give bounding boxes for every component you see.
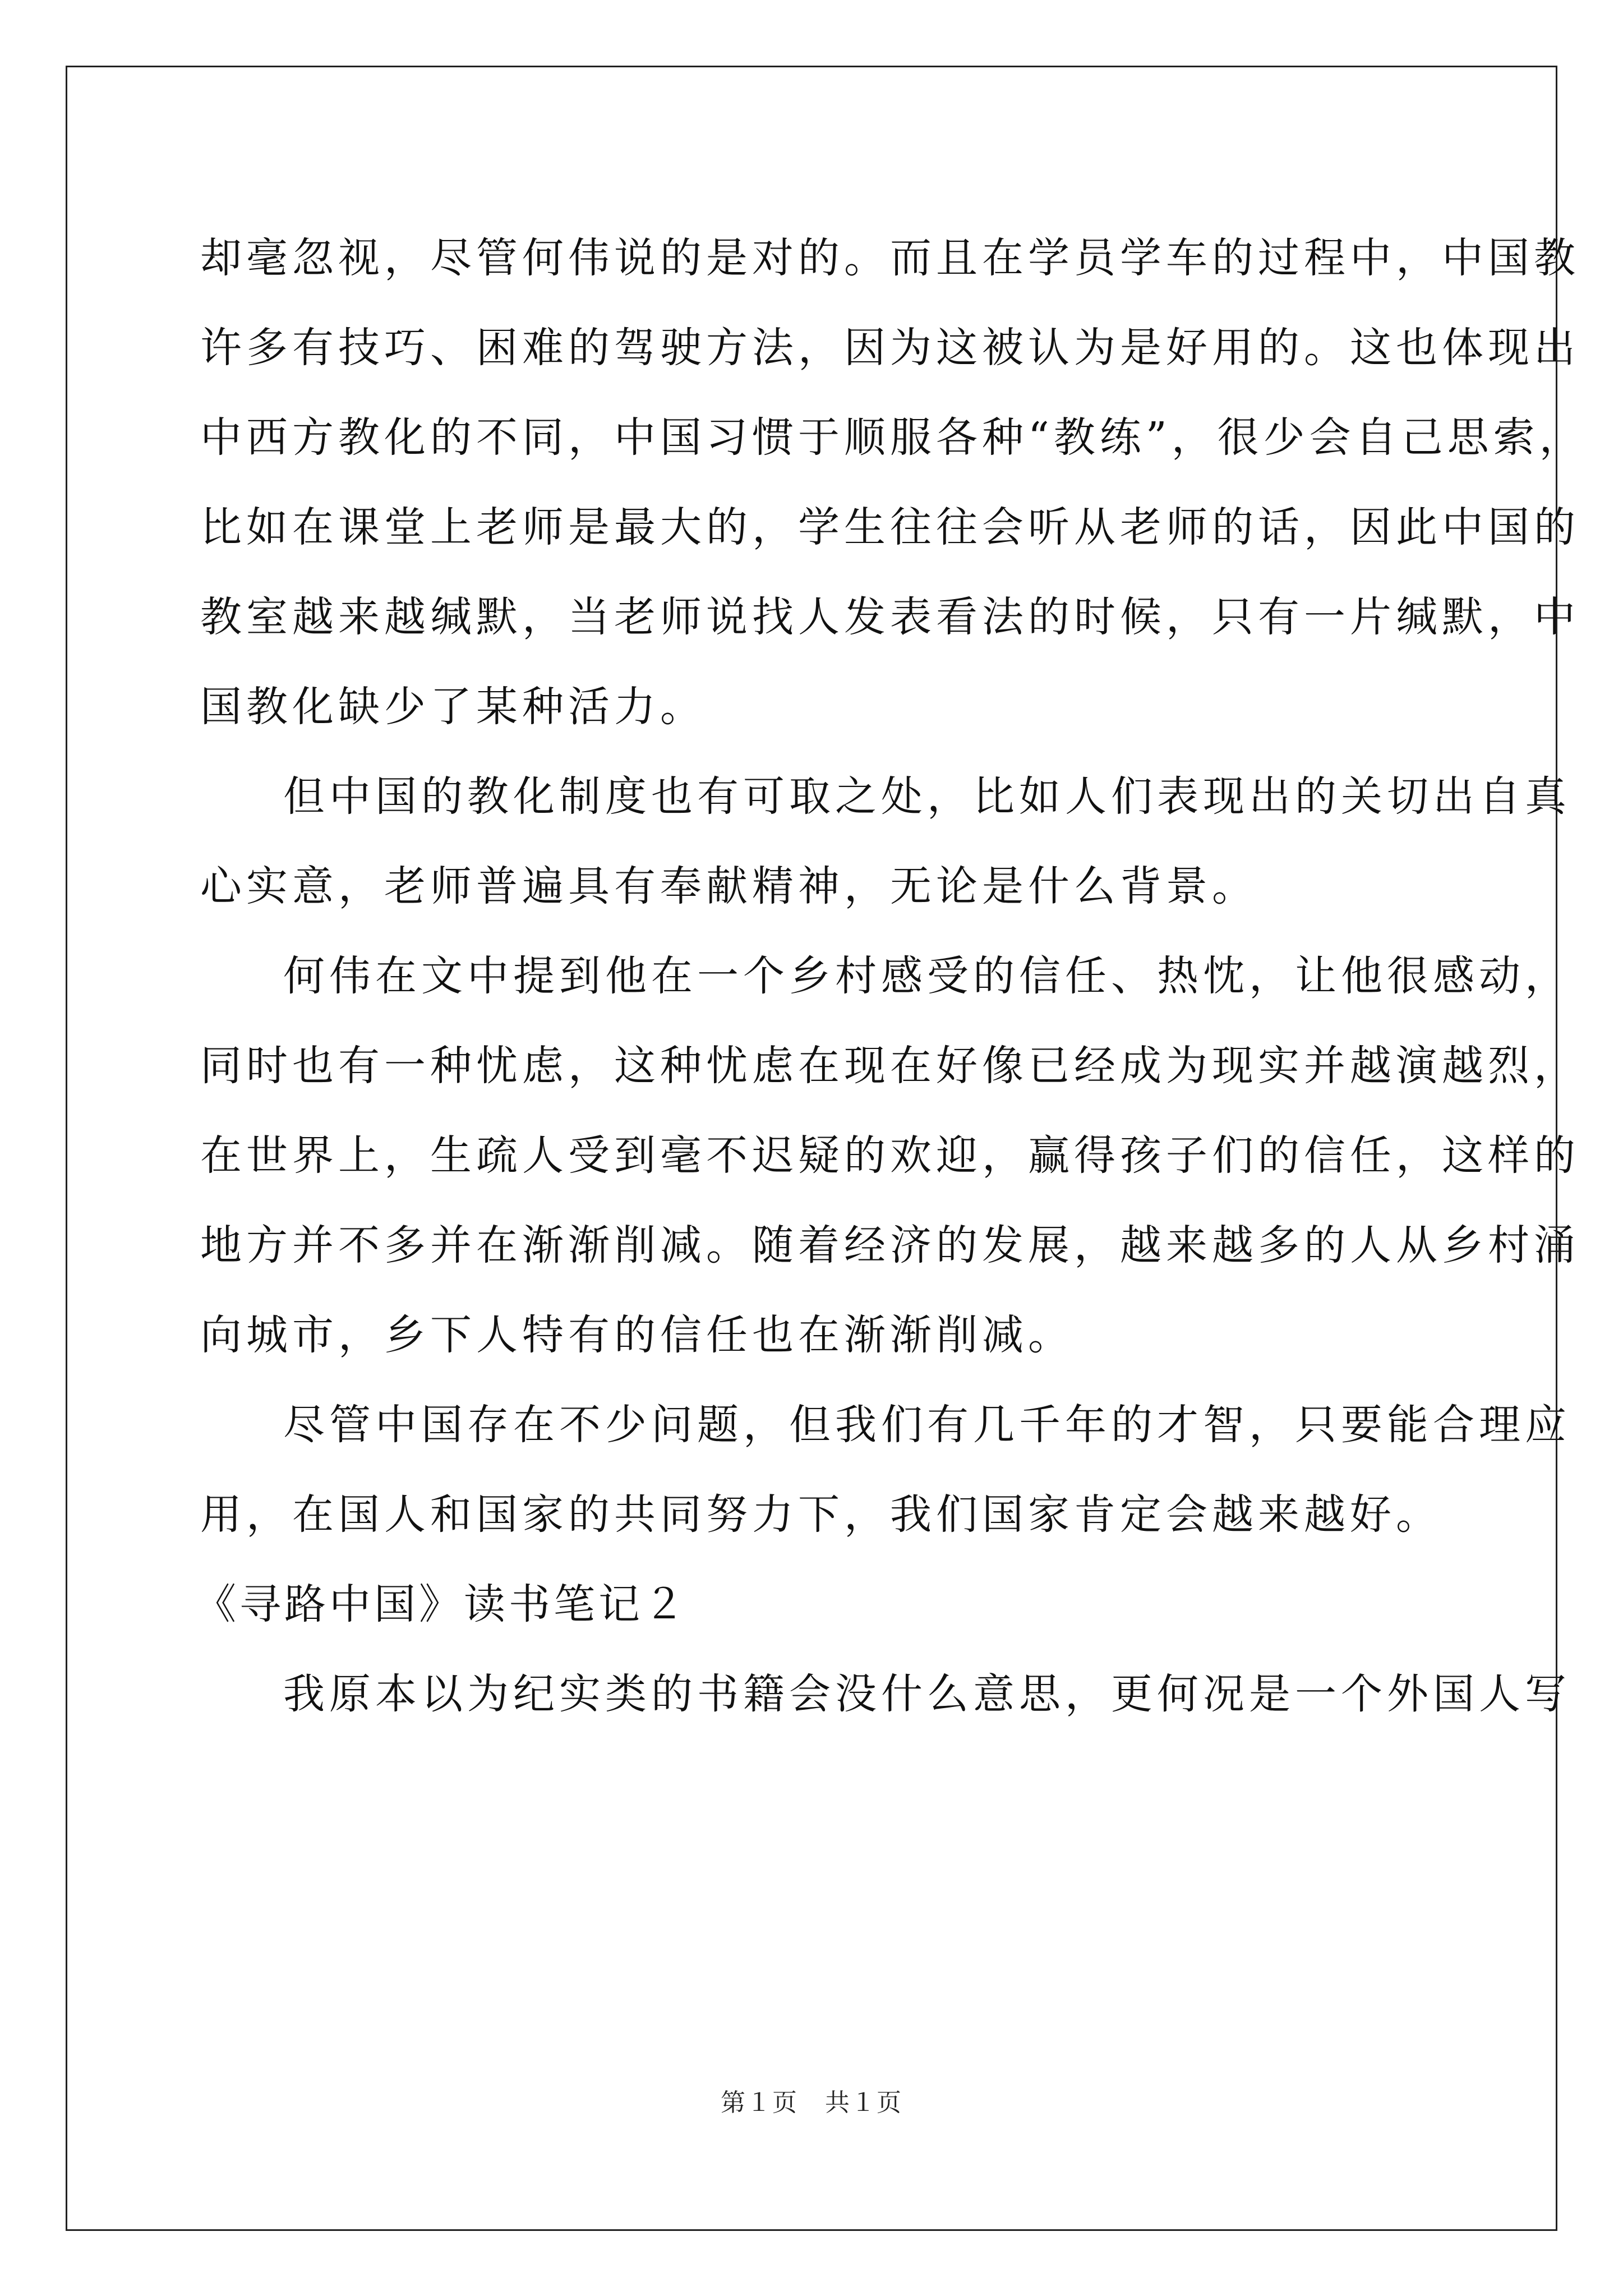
text-line: 在世界上，生疏人受到毫不迟疑的欢迎，赢得孩子们的信任，这样的	[200, 1131, 1580, 1180]
page-footer	[0, 2082, 1623, 2118]
paragraph-start-line: 尽管中国存在不少问题，但我们有几千年的才智，只要能合理应	[283, 1401, 1571, 1449]
section-heading: 《寻路中国》读书笔记２	[195, 1580, 688, 1628]
page-number: 第１页	[721, 2088, 799, 2117]
text-line: 用，在国人和国家的共同努力下，我们国家肯定会越来越好。	[200, 1490, 1442, 1539]
paragraph-start-line: 何伟在文中提到他在一个乡村感受的信任、热忱，让他很感动，	[283, 952, 1571, 1000]
text-line: 同时也有一种忧虑，这种忧虑在现在好像已经成为现实并越演越烈，	[200, 1042, 1580, 1090]
text-line: 向城市，乡下人特有的信任也在渐渐削减。	[200, 1311, 1074, 1359]
text-line: 许多有技巧、困难的驾驶方法，因为这被认为是好用的。这也体现出	[200, 324, 1580, 372]
text-line: 国教化缺少了某种活力。	[200, 683, 706, 731]
document-body	[195, 213, 1585, 1739]
page-total: 共１页	[824, 2088, 902, 2117]
paragraph-start-line: 但中国的教化制度也有可取之处，比如人们表现出的关切出自真	[283, 772, 1571, 821]
text-line: 中西方教化的不同，中国习惯于顺服各种“教练”，很少会自己思索，	[200, 413, 1585, 462]
paragraph-start-line: 我原本以为纪实类的书籍会没什么意思，更何况是一个外国人写	[283, 1670, 1571, 1718]
text-line: 却毫忽视，尽管何伟说的是对的。而且在学员学车的过程中，中国教	[200, 234, 1580, 282]
text-line: 比如在课堂上老师是最大的，学生往往会听从老师的话，因此中国的	[200, 503, 1580, 551]
text-line: 心实意，老师普遍具有奉献精神，无论是什么背景。	[200, 862, 1258, 910]
text-line: 教室越来越缄默，当老师说找人发表看法的时候，只有一片缄默，中	[200, 593, 1580, 641]
text-line: 地方并不多并在渐渐削减。随着经济的发展，越来越多的人从乡村涌	[200, 1221, 1580, 1269]
